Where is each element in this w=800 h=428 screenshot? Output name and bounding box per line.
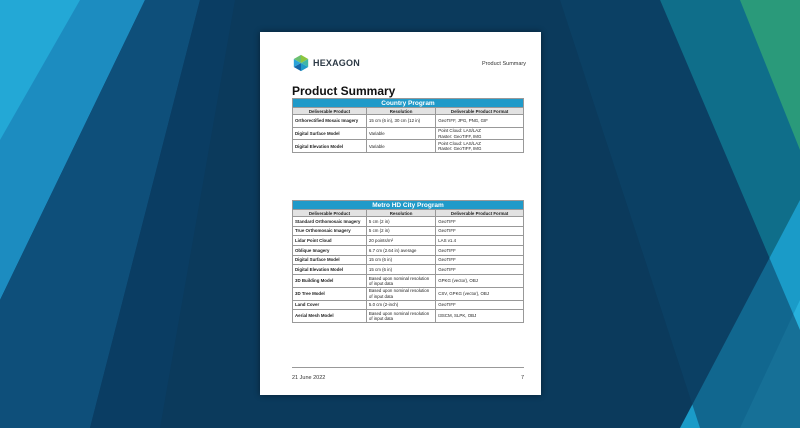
cell-format: I3SCM, SLPK, OBJ [436, 310, 524, 323]
cell-product: Land Cover [293, 300, 367, 310]
cell-resolution: Variable [366, 140, 435, 153]
page-number: 7 [520, 375, 524, 381]
cell-product: Digital Elevation Model [293, 140, 367, 153]
cell-resolution: Based upon nominal resolution of input data [366, 287, 435, 300]
cell-resolution: Variable [366, 127, 435, 140]
cell-format: GeoTIFF [436, 246, 524, 256]
cell-product: Standard Orthomosaic Imagery [293, 217, 367, 227]
cell-resolution: 15 cm (6 in), 30 cm (12 in) [366, 115, 435, 128]
cell-format: Point Cloud: LAS/LAZ Raster: GeoTIFF, IMG [436, 140, 524, 153]
cell-product: Orthorectified Mosaic Imagery [293, 115, 367, 128]
cell-product: Aerial Mesh Model [293, 310, 367, 323]
cell-product: Lidar Point Cloud [293, 236, 367, 246]
cell-resolution: 5.0 cm (2-inch) [366, 300, 435, 310]
brand-name: HEXAGON [313, 58, 360, 68]
table-row [293, 255, 524, 265]
footer-divider [292, 367, 524, 368]
cell-format: GPKG (vector), OBJ [436, 275, 524, 288]
cell-format: GeoTIFF [436, 300, 524, 310]
table-row [293, 115, 524, 128]
footer-date: 21 June 2022 [292, 375, 326, 381]
cell-product: 3D Tree Model [293, 287, 367, 300]
country-program-table [292, 98, 524, 153]
table-caption: Metro HD City Program [293, 201, 524, 210]
column-header: Deliverable Product [293, 108, 367, 115]
cell-resolution: Based upon nominal resolution of input data [366, 310, 435, 323]
header-title: Product Summary [481, 61, 526, 67]
cell-resolution: Based upon nominal resolution of input data [366, 275, 435, 288]
cell-format: Point Cloud: LAS/LAZ Raster: GeoTIFF, IMG [436, 127, 524, 140]
table-row [293, 246, 524, 256]
column-header: Resolution [366, 210, 435, 217]
cell-resolution: 15 cm (6 in) [366, 265, 435, 275]
page-title: Product Summary [292, 84, 396, 98]
metro-hd-city-program-table [292, 200, 524, 323]
table-caption: Country Program [293, 99, 524, 108]
column-header: Deliverable Product [293, 210, 367, 217]
table-row [293, 275, 524, 288]
cell-format: CSV, GPKG (vector), OBJ [436, 287, 524, 300]
cell-product: Oblique Imagery [293, 246, 367, 256]
table-row [293, 226, 524, 236]
table-row [293, 287, 524, 300]
table-row [293, 140, 524, 153]
column-header: Deliverable Product Format [436, 108, 524, 115]
table-row [293, 310, 524, 323]
column-header: Resolution [366, 108, 435, 115]
table-row [293, 300, 524, 310]
cell-product: True Orthomosaic Imagery [293, 226, 367, 236]
cell-format: GeoTIFF [436, 226, 524, 236]
cell-resolution: 15 cm (6 in) [366, 255, 435, 265]
document-page [260, 32, 541, 395]
cell-format: GeoTIFF [436, 265, 524, 275]
cell-format: GeoTIFF [436, 217, 524, 227]
cell-format: LAS v1.4 [436, 236, 524, 246]
table-row [293, 265, 524, 275]
cell-resolution: 20 points/m² [366, 236, 435, 246]
table-row [293, 127, 524, 140]
cell-resolution: 6.7 cm (2.64 in) average [366, 246, 435, 256]
hexagon-logo-icon [292, 54, 310, 72]
table-row [293, 217, 524, 227]
column-header: Deliverable Product Format [436, 210, 524, 217]
cell-product: Digital Surface Model [293, 127, 367, 140]
cell-format: GeoTIFF [436, 255, 524, 265]
cell-product: Digital Elevation Model [293, 265, 367, 275]
cell-product: Digital Surface Model [293, 255, 367, 265]
cell-format: GeoTIFF, JPG, PNG, GIF [436, 115, 524, 128]
table-row [293, 236, 524, 246]
cell-resolution: 5 cm (2 in) [366, 217, 435, 227]
cell-product: 3D Building Model [293, 275, 367, 288]
cell-resolution: 5 cm (2 in) [366, 226, 435, 236]
